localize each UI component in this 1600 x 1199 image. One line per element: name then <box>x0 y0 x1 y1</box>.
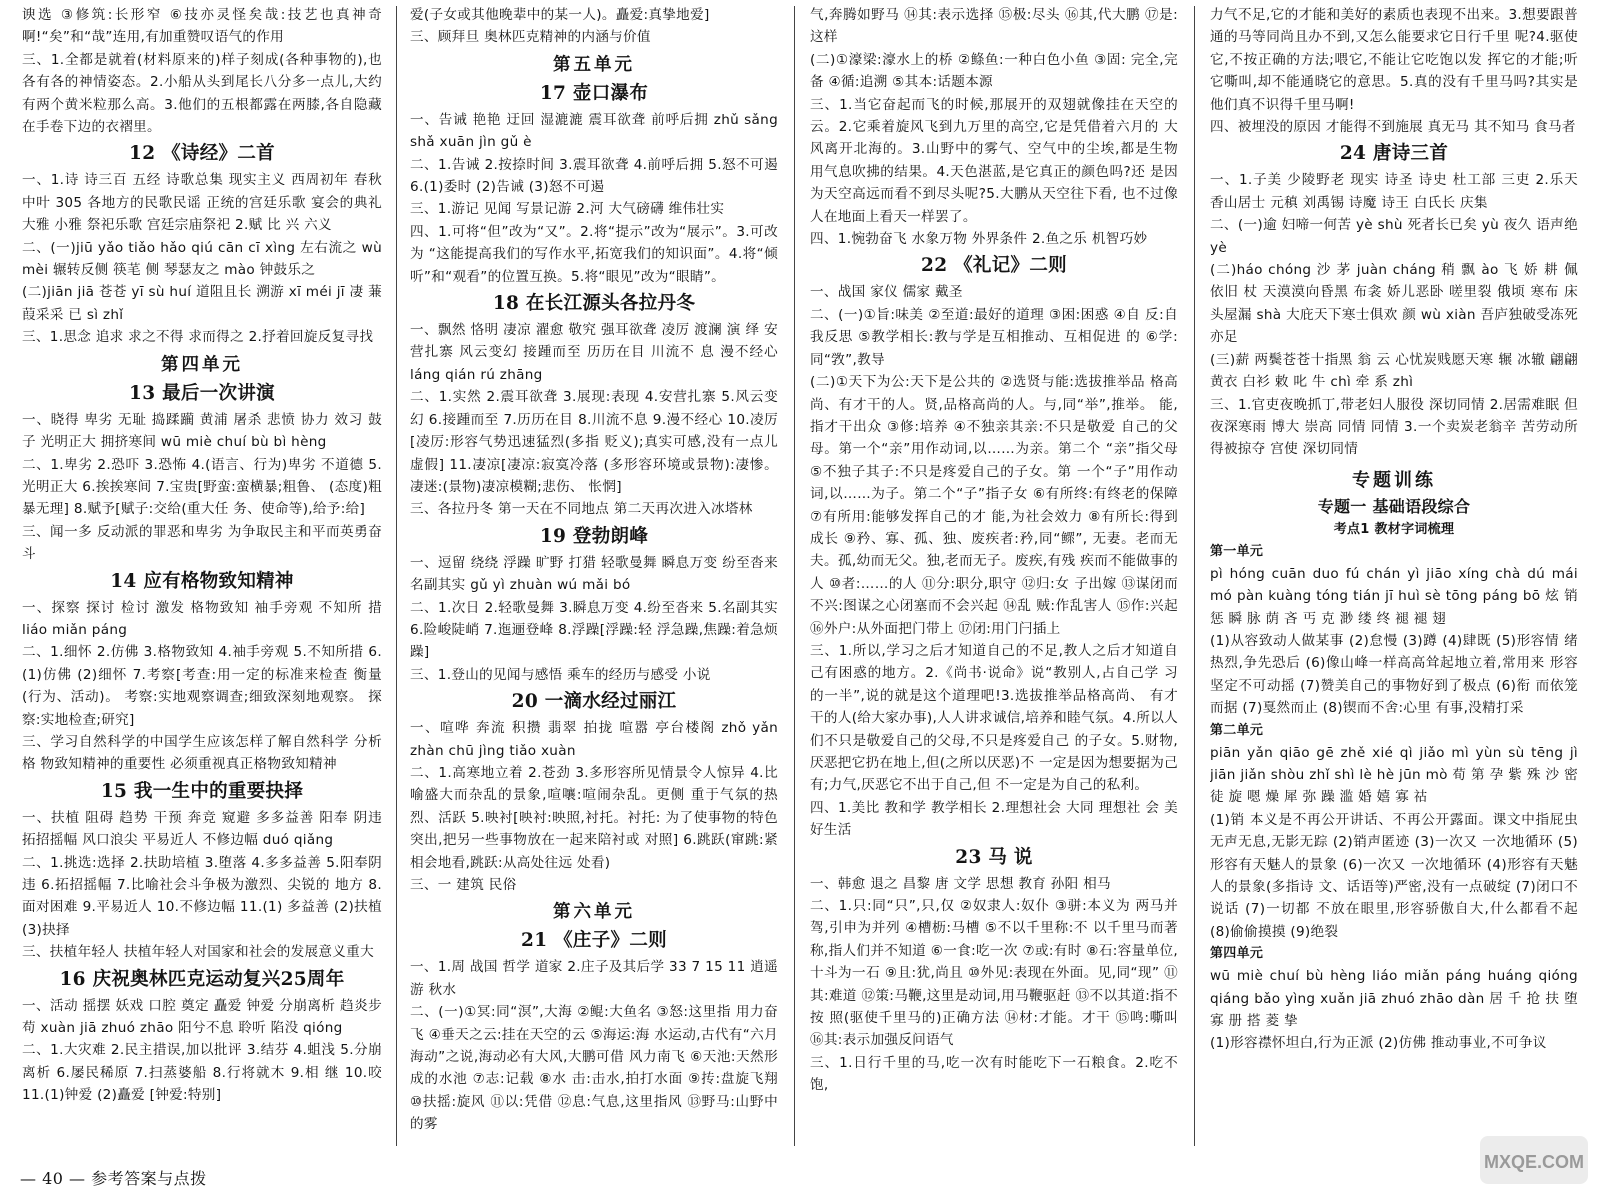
lesson-heading: 22 《礼记》二则 <box>921 255 1067 277</box>
answer-paragraph: 四、1.可将“但”改为“又”。2.将“提示”改为“展示”。3.可改为 “这能提高我们的写作水平,拓宽我们的知识面”。4.将“倾 听”和“观看”的位置互换。5.将“眼见”改为“眼睛”。 <box>410 223 778 285</box>
unit-heading: 第四单元 <box>161 354 243 375</box>
answer-paragraph: 三、各拉丹冬 第一天在不同地点 第二天再次进入冰塔林 <box>410 501 753 518</box>
subsection-label: 第四单元 <box>1210 946 1264 962</box>
subsection-label: 第一单元 <box>1210 543 1264 559</box>
lesson-heading: 16 庆祝奥林匹克运动复兴25周年 <box>59 968 345 990</box>
answer-paragraph: 爱(子女或其他晚辈中的某一人)。矗爱:真挚地爱] <box>410 7 710 23</box>
column-3 <box>810 4 1178 1154</box>
answer-paragraph: 三、闻一多 反动派的罪恶和卑劣 为争取民主和平而英勇奋斗 <box>22 523 382 563</box>
answer-paragraph: 三、顾拜旦 奥林匹克精神的内涵与价值 <box>410 29 651 46</box>
column-divider <box>794 6 795 1146</box>
lesson-heading: 19 登勃朗峰 <box>539 525 649 547</box>
answer-paragraph: 一、活动 摇摆 妖戏 口腔 奠定 矗爱 钟爱 分崩离析 趋炎步苟 xuàn jiā zhuó zhāo 阳兮不息 聆听 陷没 qióng <box>22 997 382 1037</box>
answer-paragraph: 三、1.全都是就着(材料原来的)样子刻成(各种事物的),也 各有各的神情姿态。2.小船从头到尾长八分多一点儿,大约 有两个黄米粒那么高。3.他们的五根都露在两膝,各自隐藏 在手卷下边的衣褶里。 <box>22 51 382 136</box>
answer-paragraph: (1)从容致动人做某事 (2)怠慢 (3)蹲 (4)肆既 (5)形容情 绪热烈,争先恐后 (6)像山峰一样高高耸起地立着,常用来 形容坚定不可动摇 (7)赞美自己的事物好到了极点 (6)衔 而依笼而据 (7)戛然而止 (8)锲而不舍:心里 有事,没精打采 <box>1210 632 1578 717</box>
answer-paragraph: 二、(一)逾 妇啼一何苦 yè shù 死者长已矣 yù 夜久 语声绝 yè <box>1210 217 1578 256</box>
answer-paragraph: 一、1.诗 诗三百 五经 诗歌总集 现实主义 西周初年 春秋中叶 305 各地方的民歌民谣 正统的宫廷乐歌 宴会的典礼 大雅 小雅 祭祀乐歌 宫廷宗庙祭祀 2.赋 比 兴 六义 <box>22 172 382 234</box>
column-1 <box>22 4 382 1154</box>
answer-paragraph: 二、1.细怀 2.仿佛 3.格物致知 4.袖手旁观 5.不知所措 6.(1)仿佛 (2)细怀 7.考察[考查:用一定的标准来检查 衡量(行为、活动)。 考察:实地观察调查;细致深刻地观察。 探察:实地检查;研究] <box>22 644 382 728</box>
subsection-label: 第二单元 <box>1210 722 1264 738</box>
answer-paragraph: 四、被埋没的原因 才能得不到施展 真无马 其不知马 食马者 <box>1210 119 1576 136</box>
answer-paragraph: 二、1.只:同“只”,只,仅 ②奴隶人:奴仆 ③骈:本义为 两马并驾,引申为并列 ④槽枥:马槽 ⑤不以千里称:不 以千里马而著称,指人们并不知道 ⑥一食:吃一次 ⑦或:有时 ⑧石:容量单位,十斗为一石 ⑨且:犹,尚且 ⑩外见:表现在外面。见,同“现” ⑪其:难道 ⑫策:马鞭,这里是动词,用马鞭驱赶 ⑬不以其道:指不按 照(驱使千里马的)正确方法 ⑭材:才能。才干 ⑮鸣:嘶叫 ⑯其:表示加强反问语气 <box>810 898 1178 1049</box>
lesson-heading: 14 应有格物致知精神 <box>110 570 294 592</box>
answer-paragraph: 三、1.登山的见闻与感悟 乘车的经历与感受 小说 <box>410 666 711 683</box>
answer-paragraph: (二)háo chóng 沙 茅 juàn cháng 稍 飘 ào 飞 娇 耕 佩 依旧 杖 天漠漠向昏黑 布衾 娇儿恶卧 嗟里裂 俄顷 寒布 床头屋漏 shà 大庇天下寒士俱欢 颜 wù xiàn 吾庐独破受冻死亦足 <box>1210 262 1578 346</box>
answer-paragraph: 二、1.实然 2.震耳欲聋 3.展现:表现 4.安营扎寨 5.风云变幻 6.接踵而至 7.历历在目 8.川流不息 9.漫不经心 10.凌厉[凌厉:形容气势迅速猛烈(多指 贬义);真实可感,没有一点儿虚假] 11.凄凉[凄凉:寂寞冷落 (多形容环境或景物):凄惨。凄迷:(景物)凄凉模糊;悲伤、 怅惘] <box>410 389 778 495</box>
answer-paragraph: 三、1.当它奋起而飞的时候,那展开的双翅就像挂在天空的云。2.它乘着旋风飞到九万里的高空,它是凭借着六月的 大风离开北海的。3.山野中的雾气、空气中的尘埃,都是生物 用气息吹拂的结果。4.天色湛蓝,是它真正的颜色吗?还 是因为天空高远而看不到尽头呢?5.大鹏从天空往下看, 也不过像人在地面上看天一样罢了。 <box>810 96 1178 225</box>
topic-heading: 专题一 基础语段综合 <box>1317 496 1471 516</box>
answer-paragraph: 二、1.高寒地立着 2.苍劲 3.多形容所见情景令人惊异 4.比喻盛大而杂乱的景象,喧嚷:喧闹杂乱。更侧 重于气氛的热烈、活跃 5.映衬[映衬:映照,衬托。衬托: 为了使事物的特色突出,把另一些事物放在一起来陪衬或 对照] 6.跳跃(窜跳:紧相会地看,跳跃:从高处往远 处看) <box>410 764 778 871</box>
lesson-heading: 12 《诗经》二首 <box>129 143 275 165</box>
column-4 <box>1210 4 1578 1154</box>
answer-paragraph: 一、喧哗 奔流 积攒 翡翠 拍拢 喧嚣 亭台楼阁 zhǒ yǎn zhàn chū jìng tiǎo xuàn <box>410 720 778 759</box>
answer-paragraph: (二)①天下为公:天下是公共的 ②选贤与能:选拔推举品 格高尚、有才干的人。贤,品格高尚的人。与,同“举”,推举。 能,指才干出众 ③修:培养 ④不独亲其亲:不只是敬爱 自己的父母。第一个“亲”用作动词,以……为亲。第二个 “亲”指父母 ⑤不独子其子:不只是疼爱自己的子女。第 一个“子”用作动词,以……为子。第二个“子”指子女 ⑥有所终:有终老的保障 ⑦有所用:能够发挥自己的才 能,为社会效力 ⑧有所长:得到成长 ⑨矜、寡、孤、独、废疾者:矜,同“鳏”, 无妻。老而无夫。孤,幼而无父。独,老而无子。废疾,有残 疾而不能做事的人 ⑩者:……的人 ⑪分:职分,职守 ⑫归:女 子出嫁 ⑬谋闭而不兴:图谋之心闭塞而不会兴起 ⑭乱 贼:作乱害人 ⑮作:兴起 ⑯外户:从外面把门带上 ⑰闭:用门闩插上 <box>810 374 1178 637</box>
answer-paragraph: 一、告诫 艳艳 迂回 湿漉漉 震耳欲聋 前呼后拥 zhǔ sǎng shǎ xuān jìn gǔ è <box>410 111 778 151</box>
answer-paragraph: 四、1.惋勃奋飞 水象万物 外界条件 2.鱼之乐 机智巧妙 <box>810 231 1148 248</box>
answer-paragraph: 一、飘然 恪明 凄凉 濯愈 敬究 强耳欲聋 凌厉 渡澜 演 绎 安营扎寨 风云变幻 接踵而至 历历在目 川流不 息 漫不经心 láng qián rú zhāng <box>410 322 778 383</box>
answer-paragraph: 一、1.子美 少陵野老 现实 诗圣 诗史 杜工部 三吏 2.乐天 香山居士 元稹 刘禹锡 诗魔 诗王 白氏长 庆集 <box>1210 172 1578 211</box>
page-footer: — 40 — 参考答案与点拨 <box>20 1169 207 1188</box>
answer-paragraph: 二、1.卑劣 2.恐吓 3.恐怖 4.(语言、行为)卑劣 不道德 5.光明正大 6.挨挨寒间 7.宝贵[野蛮:蛮横暴;粗鲁、 (态度)粗暴无理] 8.赋予[赋子:交给(重大任 务、使命等),给予:给] <box>22 456 382 518</box>
answer-paragraph: 三、扶植年轻人 扶植年轻人对国家和社会的发展意义重大 <box>22 944 374 961</box>
lesson-heading: 17 壶口瀑布 <box>539 82 649 104</box>
watermark-logo <box>1478 1128 1590 1192</box>
answer-paragraph: (三)薪 两鬓苍苍十指黑 翁 云 心忧炭贱愿天寒 辗 冰辙 翩翩 黄衣 白衫 敕 叱 牛 chì 牵 系 zhì <box>1210 351 1578 391</box>
lesson-heading: 13 最后一次讲演 <box>129 382 275 404</box>
answer-paragraph: 一、1.周 战国 哲学 道家 2.庄子及其后学 33 7 15 11 逍遥游 秋水 <box>410 959 778 998</box>
answer-paragraph: 一、韩愈 退之 昌黎 唐 文学 思想 教育 孙阳 相马 <box>810 875 1111 892</box>
lesson-heading: 23 马 说 <box>955 846 1033 868</box>
answer-paragraph: 谀选 ③修筑:长形窄 ⑥技亦灵怪矣哉:技艺也真神奇 啊!“矣”和“哉”连用,有加重赞叹语气的作用 <box>22 7 382 46</box>
answer-paragraph: (1)形容襟怀坦白,行为正派 (2)仿佛 推动事业,不可争议 <box>1210 1035 1547 1052</box>
lesson-heading: 18 在长江源头各拉丹冬 <box>492 293 696 315</box>
lesson-heading: 21 《庄子》二则 <box>521 930 667 952</box>
answer-paragraph: pì hóng cuān duo fú chán yì jiāo xíng chà dú mái mó pàn kuàng tóng tián jī huì sè tōng páng bō 炫 销 惩 瞬 脉 荫 吝 丐 克 渺 缕 终 褪 褪 翅 <box>1210 565 1578 627</box>
answer-paragraph: 三、1.官吏夜晚抓丁,带老妇人服役 深切同情 2.居需难眠 但夜深寒雨 博大 崇高 同情 同情 3.一个卖炭老翁辛 苦劳动所得被掠夺 宫使 深切同情 <box>1210 396 1578 458</box>
answer-paragraph: 三、1.游记 见闻 写景记游 2.河 大气磅礴 维伟壮实 <box>410 201 725 218</box>
answer-paragraph: 一、探察 探讨 检讨 激发 格物致知 袖手旁观 不知所 措 liáo miǎn páng <box>22 599 382 638</box>
answer-paragraph: 二、1.挑选:选择 2.扶助培植 3.堕落 4.多多益善 5.阳奉阴违 6.拓招摇幅 7.比喻社会斗争极为激烈、尖锐的 地方 8.面对困难 9.平易近人 10.不修边幅 11.(1) 多益善 (2)扶植 (3)抉择 <box>22 854 382 938</box>
answer-paragraph: wū miè chuí bù hèng liáo miǎn páng huáng qióng qiáng bǎo yìng xuǎn jiā zhuó zhāo dàn 居 千 抢 扶 堕 寡 册 搭 菱 挚 <box>1210 968 1578 1030</box>
answer-paragraph: 二、(一)jiū yǎo tiǎo hǎo qiú cān cī xìng 左右流之 wù mèi 辗转反侧 筷芼 侧 琴瑟友之 mào 钟鼓乐之 <box>22 239 382 279</box>
answer-paragraph: 二、(一)①冥:同“溟”,大海 ②鲲:大鱼名 ③怒:这里指 用力奋飞 ④垂天之云:挂在天空的云 ⑤海运:海 水运动,古代有“六月海动”之说,海动必有大风,大鹏可借 风力南飞 ⑥天池:天然形成的水池 ⑦志:记载 ⑧水 击:击水,拍打水面 ⑨抟:盘旋飞翔 ⑩扶摇:旋风 ⑪以:凭借 ⑫息:气息,这里指风 ⑬野马:山野中的雾 <box>410 1004 778 1133</box>
answer-paragraph: 二、1.告诫 2.按捺时间 3.震耳欲聋 4.前呼后拥 5.怒不可遏 6.(1)委时 (2)告诫 (3)怒不可遏 <box>410 156 778 196</box>
answer-paragraph: 三、1.所以,学习之后才知道自己的不足,教人之后才知道自 己有困惑的地方。2.《尚书·说命》说“教别人,占自己学 习的一半”,说的就是这个道理吧!3.选拔推举品格高尚、 有才干的人(给大家办事),人人讲求诚信,培养和睦气氛。4.所以人们不只是敬爱自己的父母,不只是疼爱自己 的子女。5.财物,厌恶把它扔在地上,但(之所以厌恶)不 一定是因为想要据为己有;力气,厌恶它不出于自己,但 不一定是为自己的私利。 <box>810 642 1178 794</box>
answer-paragraph: 一、扶植 阻碍 趋势 干预 奔竞 窥避 多多益善 阳奉 阴违 拓招摇幅 风口浪尖 平易近人 不修边幅 duó qiǎng <box>22 809 382 849</box>
svg-text:MXQE.COM: MXQE.COM <box>1483 1152 1585 1172</box>
unit-heading: 第五单元 <box>553 54 635 75</box>
column-2 <box>410 4 778 1154</box>
answer-paragraph: 一、战国 家仪 儒家 戴圣 <box>810 284 963 301</box>
answer-paragraph: 一、逗留 绕绕 浮躁 旷野 打猎 轻歌曼舞 瞬息万变 纷至沓来 名副其实 gǔ yì zhuàn wú mǎi bó <box>410 554 778 594</box>
answer-paragraph: (二)①濠梁:濠水上的桥 ②鲦鱼:一种白色小鱼 ③固: 完全,完备 ④循:追溯 ⑤其本:话题本源 <box>810 51 1178 91</box>
answer-paragraph: 三、一 建筑 民俗 <box>410 877 517 893</box>
answer-paragraph: 一、晓得 卑劣 无耻 捣蹂躏 黄浦 屠杀 悲愤 协力 效习 鼓子 光明正大 拥挤寒间 wū miè chuí bù bì hèng <box>22 411 382 451</box>
unit-heading: 第六单元 <box>553 902 635 923</box>
answer-paragraph: (1)销 本义是不再公开讲话、不再公开露面。课文中指屁虫 无声无息,无影无踪 (2)销声匿迹 (3)一次又 一次地循环 (5)形容有天魅人的景象 (6)一次又 一次地循环 (4)形容有天魅人的景象(多指诗 文、话语等)严密,没有一点破绽 (7)闭口不说话 (7)一切都 不放在眼里,形容骄傲自大,什么都看不起 (8)偷偷摸摸 (9)绝裂 <box>1210 811 1578 940</box>
answer-paragraph: 三、学习自然科学的中国学生应该怎样了解自然科学 分析格 物致知精神的重要性 必须重视真正格物致知精神 <box>22 733 382 773</box>
answer-paragraph: 二、1.次日 2.轻歌曼舞 3.瞬息万变 4.纷至沓来 5.名副其实 6.险峻陡峭 7.迤逦登峰 8.浮躁[浮躁:轻 浮急躁,焦躁:着急烦躁] <box>410 599 778 661</box>
answer-paragraph: 气,奔腾如野马 ⑭其:表示选择 ⑮极:尽头 ⑯其,代大鹏 ⑰是:这样 <box>810 7 1178 46</box>
lesson-heading: 15 我一生中的重要抉择 <box>100 780 304 802</box>
answer-paragraph: 二、1.大灾难 2.民主措误,加以批评 3.结芬 4.蛆浅 5.分崩离析 6.屡民稀原 7.扫蒸婆船 8.行将就木 9.相 继 10.咬 11.(1)钟爱 (2)矗爱 [钟爱:特别] <box>22 1042 382 1104</box>
answer-paragraph: piān yǎn qiāo gē zhě xié qì jiǎo mì yùn sù tēng jì jiān jiǎn shòu zhǐ shì lè hè jūn mò 荀 第 孕 紫 殊 沙 密 徒 旋 嗯 燥 犀 弥 躁 滥 婚 嬉 寡 祜 <box>1210 744 1578 806</box>
answer-paragraph: 二、(一)①旨:味美 ②至道:最好的道理 ③困:困惑 ④自 反:自我反思 ⑤教学相长:教与学是互相推动、互相促进 的 ⑥学:同“敩”,教导 <box>810 306 1178 368</box>
answer-paragraph: 四、1.美比 教和学 教学相长 2.理想社会 大同 理想社 会 美好生活 <box>810 799 1178 839</box>
lesson-heading: 24 唐诗三首 <box>1339 143 1449 165</box>
column-divider <box>396 6 397 1146</box>
answer-paragraph: 力气不足,它的才能和美好的素质也表现不出来。3.想要跟普通的马等同尚且办不到,又怎么能要求它日行千里 呢?4.驱使它,不按正确的方法;喂它,不能让它吃饱以发 挥它的才能;听它嘶叫,却不能通晓它的意思。5.真的没有千里马吗?其实是他们真不识得千里马啊! <box>1210 7 1578 113</box>
lesson-heading: 20 一滴水经过丽江 <box>511 691 677 713</box>
answer-paragraph: 三、1.思念 追求 求之不得 求而得之 2.抒着回旋反复寻找 <box>22 329 374 346</box>
exam-point-heading: 考点1 教材字词梳理 <box>1333 521 1455 537</box>
answer-paragraph: 三、1.日行千里的马,吃一次有时能吃下一石粮食。2.吃不饱, <box>810 1054 1178 1094</box>
answer-paragraph: (二)jiān jiā 苍苍 yī sù huí 道阻且长 溯游 xī méi jī 凄 蒹葭采采 已 sì zhǐ <box>22 284 382 323</box>
special-training-heading: 专题训练 <box>1352 469 1436 491</box>
column-divider <box>1194 6 1195 1146</box>
